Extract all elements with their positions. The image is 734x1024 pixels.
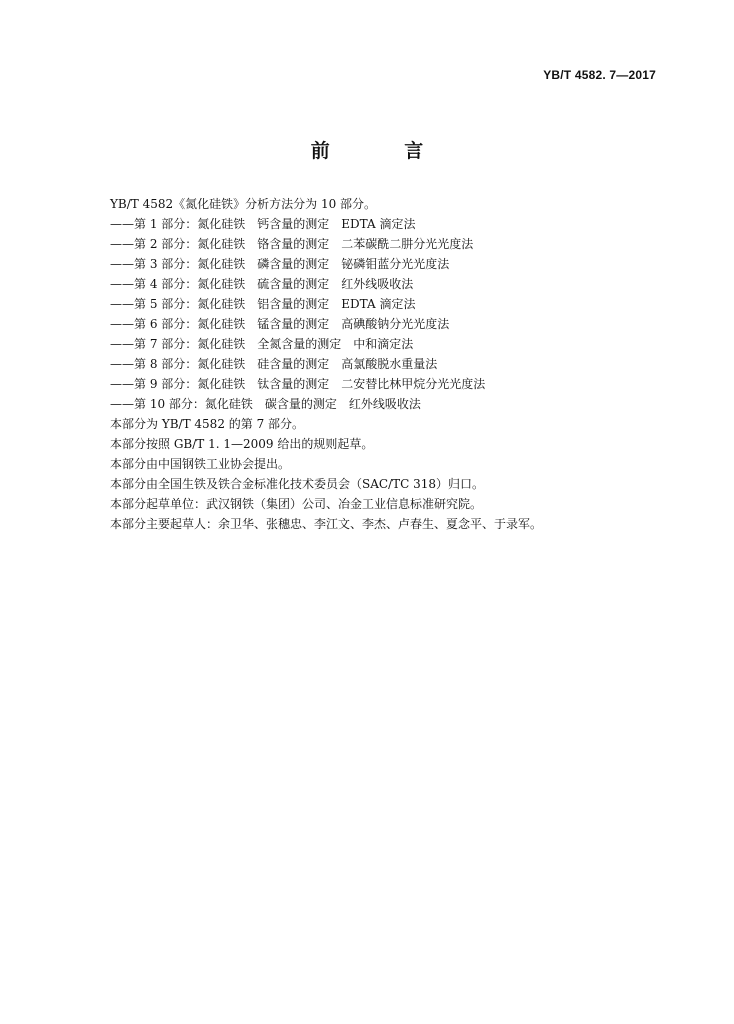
list-item: ——第 8 部分：氮化硅铁 硅含量的测定 高氯酸脱水重量法 <box>110 357 438 371</box>
statement-drafting-units: 本部分起草单位：武汉钢铁（集团）公司、冶金工业信息标准研究院。 <box>110 497 483 511</box>
list-item: ——第 7 部分：氮化硅铁 全氮含量的测定 中和滴定法 <box>110 337 414 351</box>
list-item: ——第 4 部分：氮化硅铁 硫含量的测定 红外线吸收法 <box>110 277 414 291</box>
statement-jurisdiction: 本部分由全国生铁及铁合金标准化技术委员会（SAC/TC 318）归口。 <box>110 477 485 491</box>
statement-drafters: 本部分主要起草人：余卫华、张穗忠、李江文、李杰、卢春生、夏念平、于录军。 <box>110 517 543 531</box>
list-item: ——第 2 部分：氮化硅铁 铬含量的测定 二苯碳酰二肼分光光度法 <box>110 237 474 251</box>
statement-drafting-rules: 本部分按照 GB/T 1. 1—2009 给出的规则起草。 <box>110 437 374 451</box>
parts-list <box>110 214 650 414</box>
page-title: 前 言 <box>310 140 458 162</box>
statement-part-number: 本部分为 YB/T 4582 的第 7 部分。 <box>110 417 305 431</box>
statements <box>110 414 650 534</box>
list-item: ——第 10 部分：氮化硅铁 碳含量的测定 红外线吸收法 <box>110 397 421 411</box>
list-item: ——第 9 部分：氮化硅铁 钛含量的测定 二安替比林甲烷分光光度法 <box>110 377 486 391</box>
standard-number: YB/T 4582. 7—2017 <box>543 68 656 82</box>
list-item: ——第 6 部分：氮化硅铁 锰含量的测定 高碘酸钠分光光度法 <box>110 317 450 331</box>
statement-proposer: 本部分由中国钢铁工业协会提出。 <box>110 457 291 471</box>
intro-paragraph: YB/T 4582《氮化硅铁》分析方法分为 10 部分。 <box>110 197 377 211</box>
foreword-body <box>110 194 650 534</box>
list-item: ——第 5 部分：氮化硅铁 铝含量的测定 EDTA 滴定法 <box>110 297 416 311</box>
list-item: ——第 3 部分：氮化硅铁 磷含量的测定 铋磷钼蓝分光光度法 <box>110 257 450 271</box>
list-item: ——第 1 部分：氮化硅铁 钙含量的测定 EDTA 滴定法 <box>110 217 416 231</box>
